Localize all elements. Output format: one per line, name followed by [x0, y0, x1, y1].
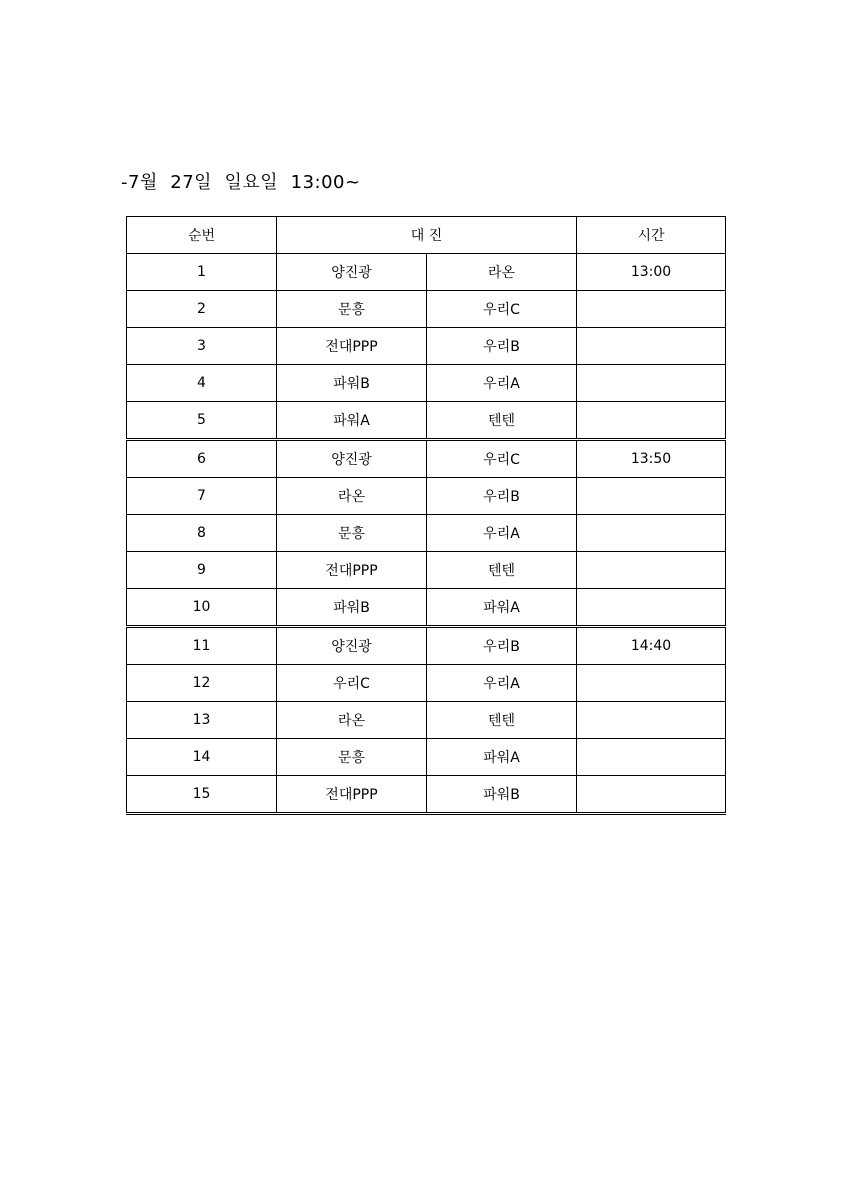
table-row [127, 776, 726, 814]
match-schedule-table [126, 216, 726, 815]
table-row [127, 739, 726, 776]
cell-order: 13 [127, 702, 277, 739]
cell-time [577, 365, 726, 402]
cell-team2: 우리B [427, 478, 577, 515]
cell-team1: 라온 [277, 702, 427, 739]
table-row [127, 365, 726, 402]
cell-time [577, 665, 726, 702]
cell-team1: 파워A [277, 402, 427, 440]
cell-team1: 문흥 [277, 739, 427, 776]
cell-order: 11 [127, 627, 277, 665]
cell-team2: 파워B [427, 776, 577, 814]
cell-time [577, 589, 726, 627]
cell-time [577, 328, 726, 365]
table-header-row [127, 217, 726, 254]
table-row [127, 440, 726, 478]
cell-team2: 텐텐 [427, 702, 577, 739]
cell-team2: 텐텐 [427, 552, 577, 589]
cell-team2: 우리A [427, 665, 577, 702]
header-match: 대 진 [277, 217, 577, 254]
cell-team2: 우리B [427, 627, 577, 665]
cell-team2: 라온 [427, 254, 577, 291]
cell-team1: 전대PPP [277, 328, 427, 365]
cell-order: 3 [127, 328, 277, 365]
cell-team1: 문흥 [277, 291, 427, 328]
cell-time: 13:00 [577, 254, 726, 291]
page-title: -7월 27일 일요일 13:00~ [121, 172, 361, 193]
table-row [127, 665, 726, 702]
cell-time [577, 776, 726, 814]
cell-team1: 양진광 [277, 440, 427, 478]
cell-order: 6 [127, 440, 277, 478]
table-row [127, 478, 726, 515]
cell-team1: 라온 [277, 478, 427, 515]
cell-order: 2 [127, 291, 277, 328]
cell-time [577, 402, 726, 440]
cell-order: 15 [127, 776, 277, 814]
cell-team2: 파워A [427, 739, 577, 776]
cell-team1: 우리C [277, 665, 427, 702]
cell-order: 10 [127, 589, 277, 627]
cell-order: 12 [127, 665, 277, 702]
cell-order: 5 [127, 402, 277, 440]
cell-team1: 양진광 [277, 254, 427, 291]
table-row [127, 291, 726, 328]
cell-order: 7 [127, 478, 277, 515]
cell-team2: 우리B [427, 328, 577, 365]
cell-team1: 문흥 [277, 515, 427, 552]
cell-team1: 전대PPP [277, 552, 427, 589]
cell-team2: 우리A [427, 365, 577, 402]
cell-team2: 우리A [427, 515, 577, 552]
table-row [127, 552, 726, 589]
cell-team2: 우리C [427, 291, 577, 328]
cell-time [577, 291, 726, 328]
cell-time [577, 515, 726, 552]
cell-team1: 양진광 [277, 627, 427, 665]
cell-team2: 파워A [427, 589, 577, 627]
cell-time [577, 478, 726, 515]
cell-team1: 전대PPP [277, 776, 427, 814]
table-row [127, 254, 726, 291]
cell-time: 14:40 [577, 627, 726, 665]
table-row [127, 328, 726, 365]
cell-order: 8 [127, 515, 277, 552]
header-time: 시간 [577, 217, 726, 254]
table-row [127, 627, 726, 665]
cell-order: 9 [127, 552, 277, 589]
cell-time: 13:50 [577, 440, 726, 478]
table-row [127, 702, 726, 739]
cell-team2: 우리C [427, 440, 577, 478]
cell-order: 1 [127, 254, 277, 291]
cell-time [577, 552, 726, 589]
table-row [127, 515, 726, 552]
cell-time [577, 739, 726, 776]
cell-order: 4 [127, 365, 277, 402]
cell-time [577, 702, 726, 739]
cell-team1: 파워B [277, 365, 427, 402]
table-row [127, 589, 726, 627]
table-row [127, 402, 726, 440]
cell-team1: 파워B [277, 589, 427, 627]
header-order: 순번 [127, 217, 277, 254]
cell-team2: 텐텐 [427, 402, 577, 440]
cell-order: 14 [127, 739, 277, 776]
